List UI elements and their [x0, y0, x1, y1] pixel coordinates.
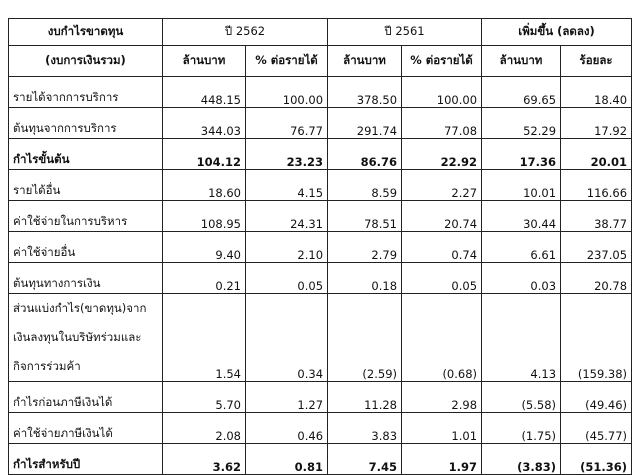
pct-2561: 22.92 [402, 139, 482, 170]
change-pct: (159.38) [561, 294, 632, 382]
table-body [9, 77, 632, 475]
sub-pct-change: ร้อยละ [561, 46, 632, 77]
header-row-sub [9, 46, 632, 77]
change-pct: (45.77) [561, 413, 632, 444]
row-label: ค่าใช้จ่ายในการบริหาร [9, 201, 163, 232]
value-2561: (2.59) [328, 294, 402, 382]
table-row [9, 139, 632, 170]
pct-2562: 100.00 [246, 77, 328, 108]
value-2561: 8.59 [328, 170, 402, 201]
change-pct: 17.92 [561, 108, 632, 139]
table-row [9, 170, 632, 201]
table-row [9, 201, 632, 232]
change-value: 10.01 [482, 170, 561, 201]
table-row [9, 444, 632, 475]
table-row [9, 108, 632, 139]
pct-2561: 1.01 [402, 413, 482, 444]
pct-2562: 1.27 [246, 382, 328, 413]
value-2562: 18.60 [163, 170, 246, 201]
row-label: รายได้จากการบริการ [9, 77, 163, 108]
pct-2561: 2.27 [402, 170, 482, 201]
year-2561-header: ปี 2561 [328, 19, 482, 46]
value-2562: 344.03 [163, 108, 246, 139]
change-value: 30.44 [482, 201, 561, 232]
change-header: เพิ่มขึ้น (ลดลง) [482, 19, 632, 46]
stub-subtitle: (งบการเงินรวม) [9, 46, 163, 77]
change-value: (5.58) [482, 382, 561, 413]
pct-2562: 76.77 [246, 108, 328, 139]
sub-pct-2562: % ต่อรายได้ [246, 46, 328, 77]
row-label: ค่าใช้จ่ายอื่น [9, 232, 163, 263]
row-label: ต้นทุนทางการเงิน [9, 263, 163, 294]
value-2562: 5.70 [163, 382, 246, 413]
row-label-line: กิจการร่วมค้า [13, 359, 81, 373]
header-row-top [9, 19, 632, 46]
pct-2562: 0.46 [246, 413, 328, 444]
sub-mb-2561: ล้านบาท [328, 46, 402, 77]
change-pct: (49.46) [561, 382, 632, 413]
income-statement-table [8, 18, 632, 475]
change-pct: (51.36) [561, 444, 632, 475]
value-2561: 0.18 [328, 263, 402, 294]
pct-2561: (0.68) [402, 294, 482, 382]
value-2561: 86.76 [328, 139, 402, 170]
row-label: ต้นทุนจากการบริการ [9, 108, 163, 139]
pct-2561: 77.08 [402, 108, 482, 139]
table-row [9, 294, 632, 382]
row-label: กำไรสำหรับปี [9, 444, 163, 475]
sub-mb-change: ล้านบาท [482, 46, 561, 77]
table-row [9, 77, 632, 108]
pct-2561: 20.74 [402, 201, 482, 232]
row-label: ค่าใช้จ่ายภาษีเงินได้ [9, 413, 163, 444]
value-2562: 0.21 [163, 263, 246, 294]
value-2561: 7.45 [328, 444, 402, 475]
stub-title: งบกำไรขาดทุน [9, 19, 163, 46]
table-row [9, 263, 632, 294]
value-2561: 78.51 [328, 201, 402, 232]
value-2562: 448.15 [163, 77, 246, 108]
change-value: 17.36 [482, 139, 561, 170]
change-value: 6.61 [482, 232, 561, 263]
row-label [9, 294, 163, 382]
value-2561: 11.28 [328, 382, 402, 413]
change-value: 69.65 [482, 77, 561, 108]
table-row [9, 232, 632, 263]
pct-2561: 1.97 [402, 444, 482, 475]
value-2562: 104.12 [163, 139, 246, 170]
value-2562: 3.62 [163, 444, 246, 475]
change-value: 0.03 [482, 263, 561, 294]
sub-mb-2562: ล้านบาท [163, 46, 246, 77]
year-2562-header: ปี 2562 [163, 19, 328, 46]
change-pct: 116.66 [561, 170, 632, 201]
table-row [9, 382, 632, 413]
value-2561: 291.74 [328, 108, 402, 139]
value-2562: 1.54 [163, 294, 246, 382]
row-label: กำไรขั้นต้น [9, 139, 163, 170]
row-label: กำไรก่อนภาษีเงินได้ [9, 382, 163, 413]
change-pct: 18.40 [561, 77, 632, 108]
row-label: รายได้อื่น [9, 170, 163, 201]
value-2561: 3.83 [328, 413, 402, 444]
value-2562: 9.40 [163, 232, 246, 263]
pct-2562: 0.81 [246, 444, 328, 475]
pct-2562: 24.31 [246, 201, 328, 232]
pct-2561: 100.00 [402, 77, 482, 108]
value-2561: 2.79 [328, 232, 402, 263]
pct-2562: 4.15 [246, 170, 328, 201]
pct-2561: 0.05 [402, 263, 482, 294]
pct-2561: 0.74 [402, 232, 482, 263]
change-pct: 20.01 [561, 139, 632, 170]
row-label-line: ส่วนแบ่งกำไร(ขาดทุน)จาก [13, 301, 147, 315]
change-value: (1.75) [482, 413, 561, 444]
value-2562: 2.08 [163, 413, 246, 444]
change-value: 4.13 [482, 294, 561, 382]
change-value: 52.29 [482, 108, 561, 139]
pct-2562: 23.23 [246, 139, 328, 170]
pct-2561: 2.98 [402, 382, 482, 413]
pct-2562: 0.34 [246, 294, 328, 382]
change-pct: 38.77 [561, 201, 632, 232]
change-pct: 237.05 [561, 232, 632, 263]
sub-pct-2561: % ต่อรายได้ [402, 46, 482, 77]
pct-2562: 0.05 [246, 263, 328, 294]
value-2561: 378.50 [328, 77, 402, 108]
change-pct: 20.78 [561, 263, 632, 294]
row-label-line: เงินลงทุนในบริษัทร่วมและ [13, 330, 142, 344]
table-row [9, 413, 632, 444]
pct-2562: 2.10 [246, 232, 328, 263]
value-2562: 108.95 [163, 201, 246, 232]
change-value: (3.83) [482, 444, 561, 475]
